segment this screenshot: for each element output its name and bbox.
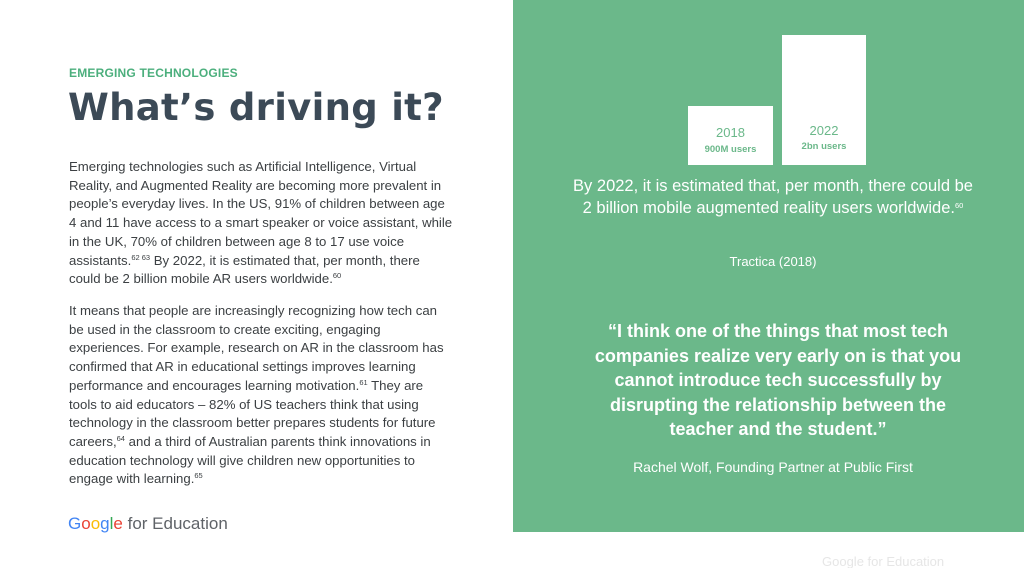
para1-footnote-a: 62 63 <box>131 252 151 262</box>
para1-text-a: Emerging technologies such as Artificial Intelligence, Virtual Reality, and Augmented Reality are becoming more prevalent in people’s everyday lives. In the US, 91% of children between age 4 and 11 have access to a smart speaker or voice assistant, while in the UK, 70% of children between age 8 to 17 use voice assistants. <box>69 159 453 268</box>
pull-quote: “I think one of the things that most tech companies realize very early on is that you cannot introduce tech successfully by disrupting the relationship between the teacher and the student.” <box>594 321 962 440</box>
para2-text-c: and a third of Australian parents think innovations in education technology will give children new opportunities to engage with learning. <box>69 433 431 487</box>
quote-attribution: Rachel Wolf, Founding Partner at Public First <box>633 459 913 475</box>
bar-label-users: 900M users <box>704 144 757 155</box>
para2-footnote-a: 61 <box>359 377 368 387</box>
stat-footnote: 60 <box>955 201 964 210</box>
para1-text-b: By 2022, it is estimated that, per month, there could be 2 billion mobile AR users worldwide. <box>69 252 420 287</box>
faded-footer-logo: Google for Education <box>822 554 945 568</box>
stat-text: By 2022, it is estimated that, per month, there could be 2 billion mobile augmented reality users worldwide. <box>573 177 973 217</box>
stat-caption <box>573 175 973 219</box>
para2-footnote-b: 64 <box>116 433 125 443</box>
para1-footnote-b: 60 <box>332 271 342 281</box>
bar-label-year: 2018 <box>716 125 745 140</box>
body-paragraph-1 <box>69 158 454 289</box>
para2-text-b: They are tools to aid educators – 82% of US teachers think that using technology in the classroom better prepares students for future careers, <box>69 377 436 449</box>
chart-bar-2018 <box>688 106 773 165</box>
page-title: What’s driving it? <box>68 86 444 129</box>
section-eyebrow: EMERGING TECHNOLOGIES <box>69 66 238 80</box>
para2-text-a: It means that people are increasingly recognizing how tech can be used in the classroom to create exciting, engaging experiences. For example, research on AR in the classroom has confirmed that AR in educational settings improves learning performance and encourages learning motivation. <box>69 303 444 393</box>
para2-footnote-c: 65 <box>194 471 203 481</box>
highlight-panel <box>513 0 1024 532</box>
bar-label-year: 2022 <box>809 123 839 138</box>
chart-bar-2022 <box>782 35 866 165</box>
stat-source: Tractica (2018) <box>729 254 817 269</box>
bar-label-users: 2bn users <box>801 141 847 152</box>
google-for-education-logo: Google for Education <box>68 514 228 533</box>
body-paragraph-2 <box>69 302 454 489</box>
